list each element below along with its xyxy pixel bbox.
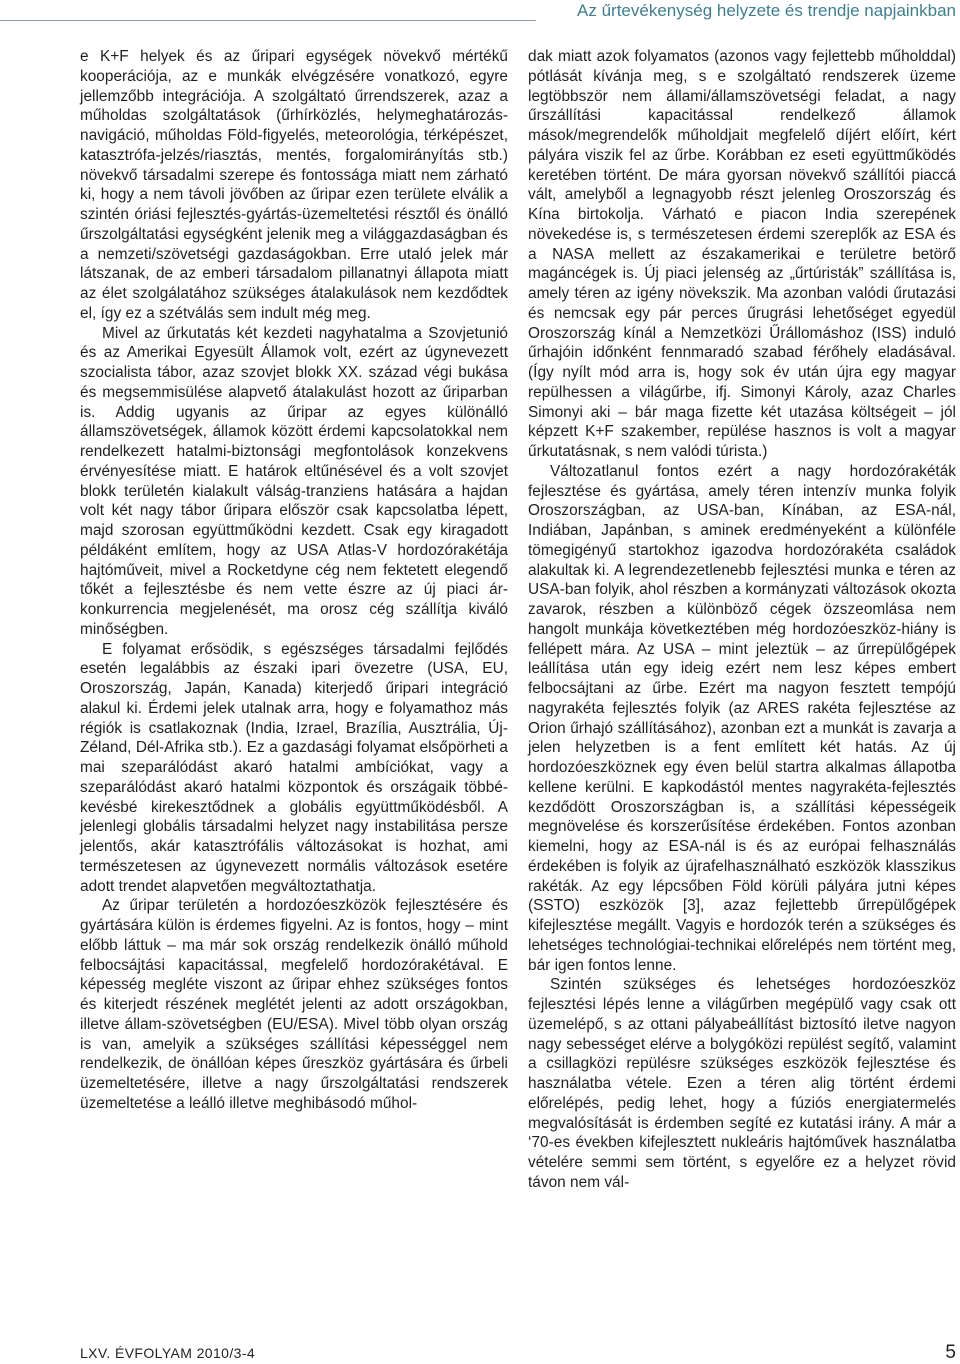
running-title: Az űrtevékenység helyzete és trendje napjainkban bbox=[577, 1, 956, 20]
paragraph: Szintén szükséges és lehetséges hordozóeszköz fejlesztési lépés lenne a világűrben megépülő vagy csak ott üzemelépő, s az ottani pályabeállítást biztosító iletve nagyon nagy sebességet elérve a bolygóközi repülést segítő, valamint a csillagközi repülésre szükséges eszközök fejlesztése és használatba vétele. Ezen a téren alig történt érdemi előrelépés, pedig lehet, hogy a fúziós energiatermelés megvalósítását is érdemben segíté ez kutatási irány. A már a ‘70-es években kifejlesztett nukleáris hajtóművek használatba vételére semmi sem történt, s egyelőre ez a helyzet rövid távon nem vál- bbox=[528, 976, 956, 1191]
page-number: 5 bbox=[945, 1342, 956, 1363]
paragraph: dak miatt azok folyamatos (azonos vagy fejlettebb műholddal) pótlását kívánja meg, s e szolgáltató rendszerek üzeme legtöbbször nem állami/államszövetségi feladat, a nagy űrszállítási kapacitással rendelkező államok mások/megrendelők műholdjait megfelelő díjért előírt, kért pályára viszik fel az űrbe. Korábban ez eseti együttműködés keretében történt. De mára gyorsan növekvő szállítói piaccá vált, amelyből a legnagyobb részt jelenleg Oroszország és Kína birtokolja. Várható e piacon India szerepének növekedése is, s természetesen érdemi szereplők az ESA és a NASA mellett az északamerikai e területre betörő magáncégek is. Új piaci jelenség az „űrtúristák” szállítása is, amely téren az igény növekszik. Ma azonban valódi űrutazási és nemcsak egy pár perces űrugrási lehetőséget egyedül Oroszország kínál a Nemzetközi Űrállomáshoz (ISS) induló űrhajóin időnként fennmaradó szabad férőhely eladásával. (Így nyílt mód arra is, hogy sok év után újra egy magyar repülhessen a világűrbe, ifj. Simonyi Károly, azaz Charles Simonyi aki – bár maga fizette két utazása költségeit – jól képzett K+F szakember, repülése hasznos is volt a magyar űrkutatásnak, s nem valódi túrista.) bbox=[528, 48, 956, 460]
right-column bbox=[528, 47, 956, 1193]
issue-label: LXV. ÉVFOLYAM 2010/3-4 bbox=[80, 1345, 256, 1361]
header-rule bbox=[0, 20, 536, 21]
left-column bbox=[80, 47, 508, 1114]
paragraph: E folyamat erősödik, s egészséges társadalmi fejlődés esetén legalábbis az északi ipari övezetre (USA, EU, Oroszország, Japán, Kanada) kiterjedő űripari integráció alakul ki. Érdemi jelek utalnak arra, hogy e folyamathoz más régiók is csatlakoznak (India, Izrael, Brazília, Ausztrália, Új-Zéland, Dél-Afrika stb.). Ez a gazdasági folyamat elsőpörheti a mai szeparálódást akaró hatalmi ambíciókat, vagy a szeparálódást akaró hatalmi központok és országaik többé-kevésbé kirekesztődnek a globális együttműködésből. A jelenlegi globális társadalmi helyzet nagy instabilitása persze jelentős, akár katasztrófális változásokat is hozhat, ami természetesen az úgynevezett normális változások esetére adott trendet alapvetően megváltoztathatja. bbox=[80, 640, 508, 895]
paragraph: Változatlanul fontos ezért a nagy hordozórakéták fejlesztése és gyártása, amely téren intenzív munka folyik Oroszországban, az USA-ban, Kínában, az ESA-nál, Indiában, Japánban, s aminek eredményeként a különféle tömegigényű startokhoz igazodva hordozórakéta családok alakultak ki. A legrendezetlenebb fejlesztési munka e téren az USA-ban folyik, ahol részben a kormányzati változások okozta zavarok, részben a különböző cégek özszeomlása nem hangolt munkája következtében még hordozóeszköz-hiány is fellépett mára. Az USA – mint jeleztük – az űrrepülőgépek leállítása után egy ideig ezért nem lesz képes embert felbocsájtani az űrbe. Ezért ma nagyon fesztett tempójú nagyrakéta fejlesztés folyik (az ARES rakéta fejlesztése az Orion űrhajó szállításához), azonban ezt a munkát is zavarja a jelen helyzetben is a fent említett két hatás. Az új hordozóeszköznek egy éven belül startra alkalmas állapotba kellene kerülni. E kapkodástól mentes nagyrakéta-fejlesztés kezdődött Oroszországban is, a szállítási képességeik megnövelése és korszerűsítése érdekében. Fontos azonban kiemelni, hogy az ESA-nál is és az európai felhasználás érdekében is folyik az újrafelhasználható eszközök klasszikus rakéták. Az egy lépcsőben Föld körüli pályára jutni képes (SSTO) eszközök [3], azaz fejlettebb űrrepülőgépek kifejlesztése megállt. Vagyis e hordozók terén a szükséges és lehetséges technológiai-technikai előrelépés nem történt meg, bár igen fontos lenne. bbox=[528, 462, 956, 974]
paragraph: Az űripar területén a hordozóeszközök fejlesztésére és gyártására külön is érdemes figyelni. Az is fontos, hogy – mint előbb láttuk – ma már sok ország rendelkezik önálló műhold felbocsájtási kapacitással, megfelelő hordozórakétával. E képesség megléte viszont az űripar ehhez szükséges fontos és kiterjedt részének meglétét jelenti az adott országokban, illetve állam-szövetségben (EU/ESA). Mivel több olyan ország is van, amelyik a szükséges szállítási képességgel nem rendelkezik, de önállóan képes űreszköz gyártására és űrbeli üzemeltetésére, illetve a nagy űrszolgáltatási rendszerek üzemeltetése a leálló illetve meghibásodó műhol- bbox=[80, 897, 508, 1112]
running-header bbox=[0, 0, 960, 34]
page-footer bbox=[0, 1342, 960, 1363]
paragraph: Mivel az űrkutatás két kezdeti nagyhatalma a Szovjetunió és az Amerikai Egyesült Államok volt, ezért az úgynevezett szocialista tábor, azaz szovjet blokk XX. század végi bukása és megsemmisülése alapvető átalakulást hozott az űriparban is. Addig ugyanis az űripar az egyes különálló államszövetségek, államok között érdemi kapcsolatokkal nem rendelkezett hatalmi-biztonsági megfontolások konzekvens érvényesítése miatt. E határok eltűnésével és a volt szovjet blokk területén kialakult válság-tranziens hatására a hajdan volt két nagy tábor űripara először csak kapcsolatba lépett, majd szorosan együttműködni kezdett. Csak egy kiragadott példáként említem, hogy az USA Atlas-V hordozórakétája hajtóműveit, mivel a Rocketdyne cég nem fektetett elegendő tőkét a fejlesztésbe és nem vette észre az új piaci ár-konkurrencia megjelenését, ma orosz cég szállítja kiváló minőségben. bbox=[80, 324, 508, 638]
paragraph: e K+F helyek és az űripari egységek növekvő mértékű kooperációja, az e munkák elvégzésére vonatkozó, egyre jellemzőbb integrációja. A szolgáltató űrrendszerek, azaz a műholdas szolgáltatások (űrhírközlés, helymeghatározás-navigáció, műholdas Föld-figyelés, meteorológia, térképészet, katasztrófa-jelzés/riasztás, mentés, forgalomirányítás stb.) növekvő társadalmi szerepe és fontossága miatt nem zárható ki, hogy a nem távoli jövőben az űripar ezen területe elválik a szintén óriási fejlesztés-gyártás-üzemeltetési résztől és önálló űrszolgáltatási egységként jelenik meg a világgazdaságban és a nemzeti/szövetségi gazdaságokban. Erre utaló jelek már látszanak, de az emberi társadalom pillanatnyi állapota miatt az élet szolgálatához szükséges átalakulások nem kezdődtek el, így ez a szétválás sem indult még meg. bbox=[80, 48, 508, 322]
